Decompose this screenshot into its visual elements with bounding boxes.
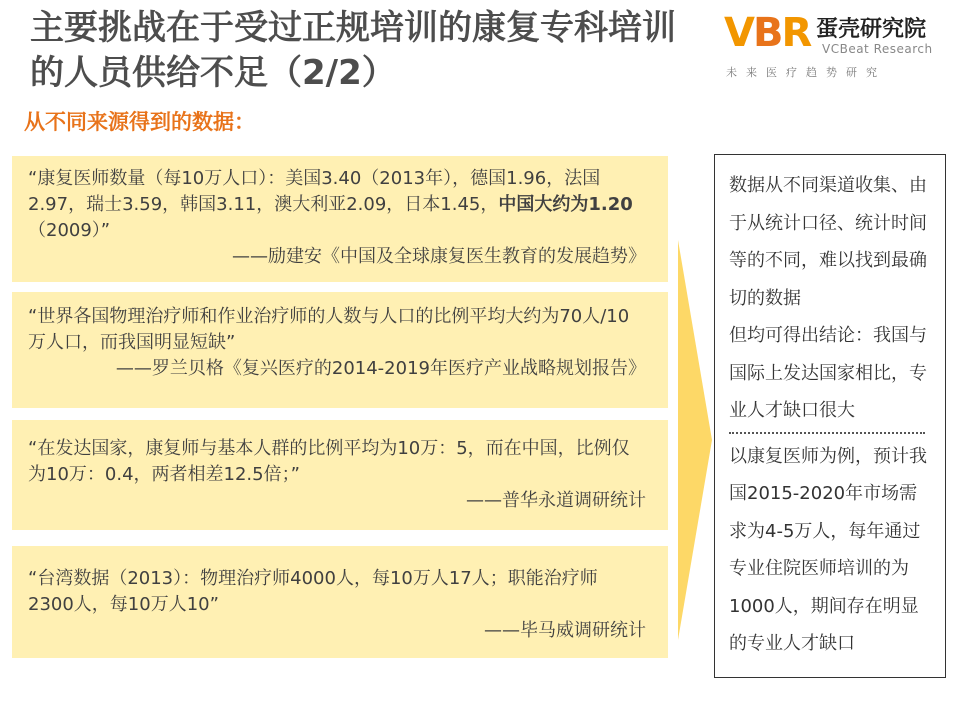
logo-name-cn: 蛋壳研究院 [816, 17, 927, 42]
quote-box-1 [12, 156, 668, 282]
quote-box-4 [12, 546, 668, 658]
page-title: 主要挑战在于受过正规培训的康复专科培训的人员供给不足（2/2） [30, 8, 676, 93]
dotted-divider [729, 432, 925, 434]
quote-source: ——普华永道调研统计 [466, 490, 646, 511]
right-arrow-icon [676, 240, 714, 640]
quote-box-3 [12, 420, 668, 530]
summary-box [714, 154, 946, 678]
vcbeat-logo [724, 6, 954, 78]
summary-text-1: 数据从不同渠道收集、由于从统计口径、统计时间等的不同，难以找到最确切的数据 [729, 175, 927, 309]
quote-text: “在发达国家，康复师与基本人群的比例平均为10万：5，而在中国，比例仅为10万：0.4，两者相差12.5倍；” [28, 438, 630, 485]
quote-text: “世界各国物理治疗师和作业治疗师的人数与人口的比例平均大约为70人/10万人口，而我国明显短缺” [28, 306, 630, 353]
summary-text-3: 以康复医师为例，预计我国2015-2020年市场需求为4-5万人，每年通过专业住院医师培训的为1000人，期间存在明显的专业人才缺口 [729, 445, 927, 654]
section-subtitle: 从不同来源得到的数据： [24, 110, 255, 134]
highlight-text: 中国大约为1.20 [498, 194, 633, 215]
quote-source: ——罗兰贝格《复兴医疗的2014-2019年医疗产业战略规划报告》 [115, 358, 646, 379]
logo-mark: VBR [724, 10, 811, 56]
logo-tagline: 未来医疗趋势研究 [726, 66, 886, 79]
quote-text: “台湾数据（2013）：物理治疗师4000人，每10万人17人；职能治疗师2300人，每10万人10” [28, 568, 598, 615]
logo-name-en: VCBeat Research [822, 42, 933, 56]
quote-source: ——毕马威调研统计 [484, 620, 646, 641]
summary-text-2: 但均可得出结论：我国与国际上发达国家相比，专业人才缺口很大 [729, 325, 927, 421]
quote-text: “康复医师数量（每10万人口）：美国3.40（2013年），德国1.96，法国2.97，瑞士3.59，韩国3.11，澳大利亚2.09，日本1.45，中国大约为1.20（2009）” [28, 168, 633, 241]
quote-box-2 [12, 292, 668, 408]
quote-source: ——励建安《中国及全球康复医生教育的发展趋势》 [232, 246, 646, 267]
